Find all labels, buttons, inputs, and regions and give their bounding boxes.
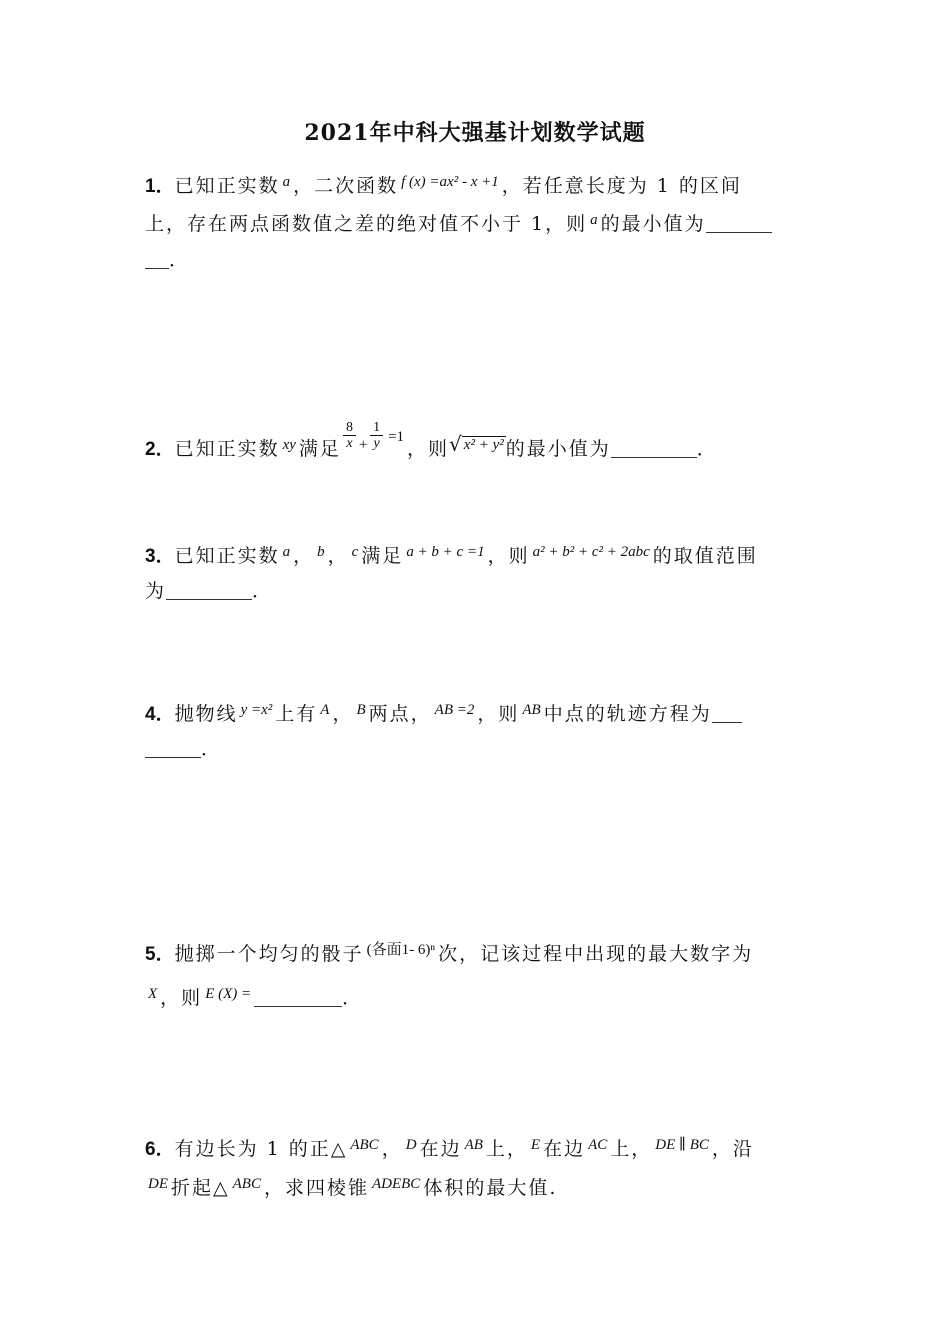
text: ，: [381, 1138, 403, 1160]
answer-blank: [706, 212, 772, 233]
text: 为: [145, 580, 167, 602]
math-expression: AC: [588, 1137, 608, 1153]
text: ．: [169, 249, 191, 271]
question-5-line-2: [145, 980, 363, 1012]
math-expression: b: [317, 544, 325, 560]
text: 已知正实数: [174, 545, 280, 567]
math-expression: a: [282, 544, 291, 560]
question-1-line-3: [145, 246, 190, 274]
text: 的取值范围: [652, 545, 758, 567]
math-expression: DE: [148, 1176, 168, 1192]
math-expression: A: [320, 702, 330, 718]
text: ，则: [407, 438, 450, 460]
question-3-line-1: [145, 538, 758, 571]
text: 两点，: [368, 703, 432, 725]
math-expression: B: [356, 702, 366, 718]
math-expression: f (x) =ax² - x +1: [401, 174, 499, 190]
text: 满足: [298, 438, 341, 460]
text: ，则: [487, 545, 530, 567]
question-3-line-2: [145, 577, 273, 605]
question-number: 6．: [145, 1139, 175, 1160]
fraction: $\frac{1}{y}$: [370, 420, 383, 451]
math-operator: +: [357, 437, 369, 453]
text: ，二次函数: [293, 175, 399, 197]
text: 上有: [275, 703, 318, 725]
text: 的最小值为: [505, 438, 611, 460]
math-expression: ABC: [350, 1137, 379, 1153]
question-5-line-1: [145, 936, 753, 969]
text: 上，: [610, 1138, 653, 1160]
question-number: 1．: [145, 176, 175, 197]
math-expression: a + b + c =1: [406, 544, 485, 560]
math-expression: x² + y²: [463, 437, 504, 453]
text: ．: [342, 987, 364, 1009]
text: 抛物线: [174, 703, 238, 725]
text: 的最小值为: [600, 213, 706, 235]
question-number: 4．: [145, 704, 175, 725]
text: ，若任意长度为 1 的区间: [501, 175, 742, 197]
math-expression: E (X) =: [205, 986, 252, 1002]
text: 在边: [419, 1138, 462, 1160]
math-expression: (各面1- 6)ⁿ: [366, 942, 436, 958]
question-6-line-2: [145, 1170, 557, 1202]
math-expression: E: [530, 1137, 541, 1153]
math-expression: AB =2: [434, 702, 475, 718]
text: 已知正实数: [174, 438, 280, 460]
text: ，: [327, 545, 349, 567]
text: 体积的最大值.: [423, 1177, 558, 1199]
math-expression: AB: [522, 702, 541, 718]
fraction: $\frac{8}{x}$: [343, 420, 356, 451]
answer-blank: [145, 737, 201, 758]
math-expression: c: [351, 544, 359, 560]
math-expression: =1: [388, 429, 405, 445]
text: ，则: [160, 987, 203, 1009]
math-expression: a: [282, 174, 291, 190]
math-expression: ABC: [232, 1176, 261, 1192]
math-expression: AB: [464, 1137, 483, 1153]
math-expression: a² + b² + c² + 2abc: [532, 544, 650, 560]
page-title: 2021年中科大强基计划数学试题: [304, 120, 646, 146]
text: ．: [201, 738, 223, 760]
question-6-line-1: [145, 1131, 754, 1164]
text: 次，记该过程中出现的最大数字为: [438, 943, 754, 965]
text: 已知正实数: [174, 175, 280, 197]
text: ，则: [477, 703, 520, 725]
text: ．: [696, 438, 718, 460]
answer-blank: [254, 986, 342, 1007]
question-1-line-1: [145, 168, 742, 201]
square-root-icon: √: [449, 432, 462, 456]
math-expression: y =x²: [240, 702, 273, 718]
text: 满足: [361, 545, 404, 567]
question-4-line-2: [145, 735, 222, 763]
text: 抛掷一个均匀的骰子: [174, 943, 364, 965]
math-expression: xy: [282, 437, 296, 453]
text: ，: [293, 545, 315, 567]
text: 折起△: [171, 1177, 230, 1199]
question-number: 2．: [145, 439, 175, 460]
text: ，: [332, 703, 354, 725]
question-number: 5．: [145, 944, 175, 965]
text: ，沿: [711, 1138, 754, 1160]
question-2-line-1: [145, 420, 718, 464]
math-expression: X: [148, 986, 158, 1002]
text: 在边: [543, 1138, 586, 1160]
math-expression: a: [590, 212, 598, 228]
math-expression: DE ∥ BC: [655, 1137, 709, 1153]
answer-blank: [712, 702, 742, 723]
question-4-line-1: [145, 696, 742, 729]
text: ，求四棱锥: [263, 1177, 369, 1199]
math-expression: D: [405, 1137, 417, 1153]
question-1-line-2: [145, 206, 772, 238]
text: 有边长为 1 的正△: [174, 1138, 348, 1160]
math-expression: ADEBC: [371, 1176, 421, 1192]
text: 中点的轨迹方程为: [543, 703, 712, 725]
answer-blank: [611, 437, 697, 458]
answer-blank: [166, 579, 252, 600]
answer-blank: [145, 248, 169, 269]
question-number: 3．: [145, 546, 175, 567]
text: 上，存在两点函数值之差的绝对值不小于 1，则: [145, 213, 588, 235]
text: ．: [252, 580, 274, 602]
text: 上，: [485, 1138, 528, 1160]
